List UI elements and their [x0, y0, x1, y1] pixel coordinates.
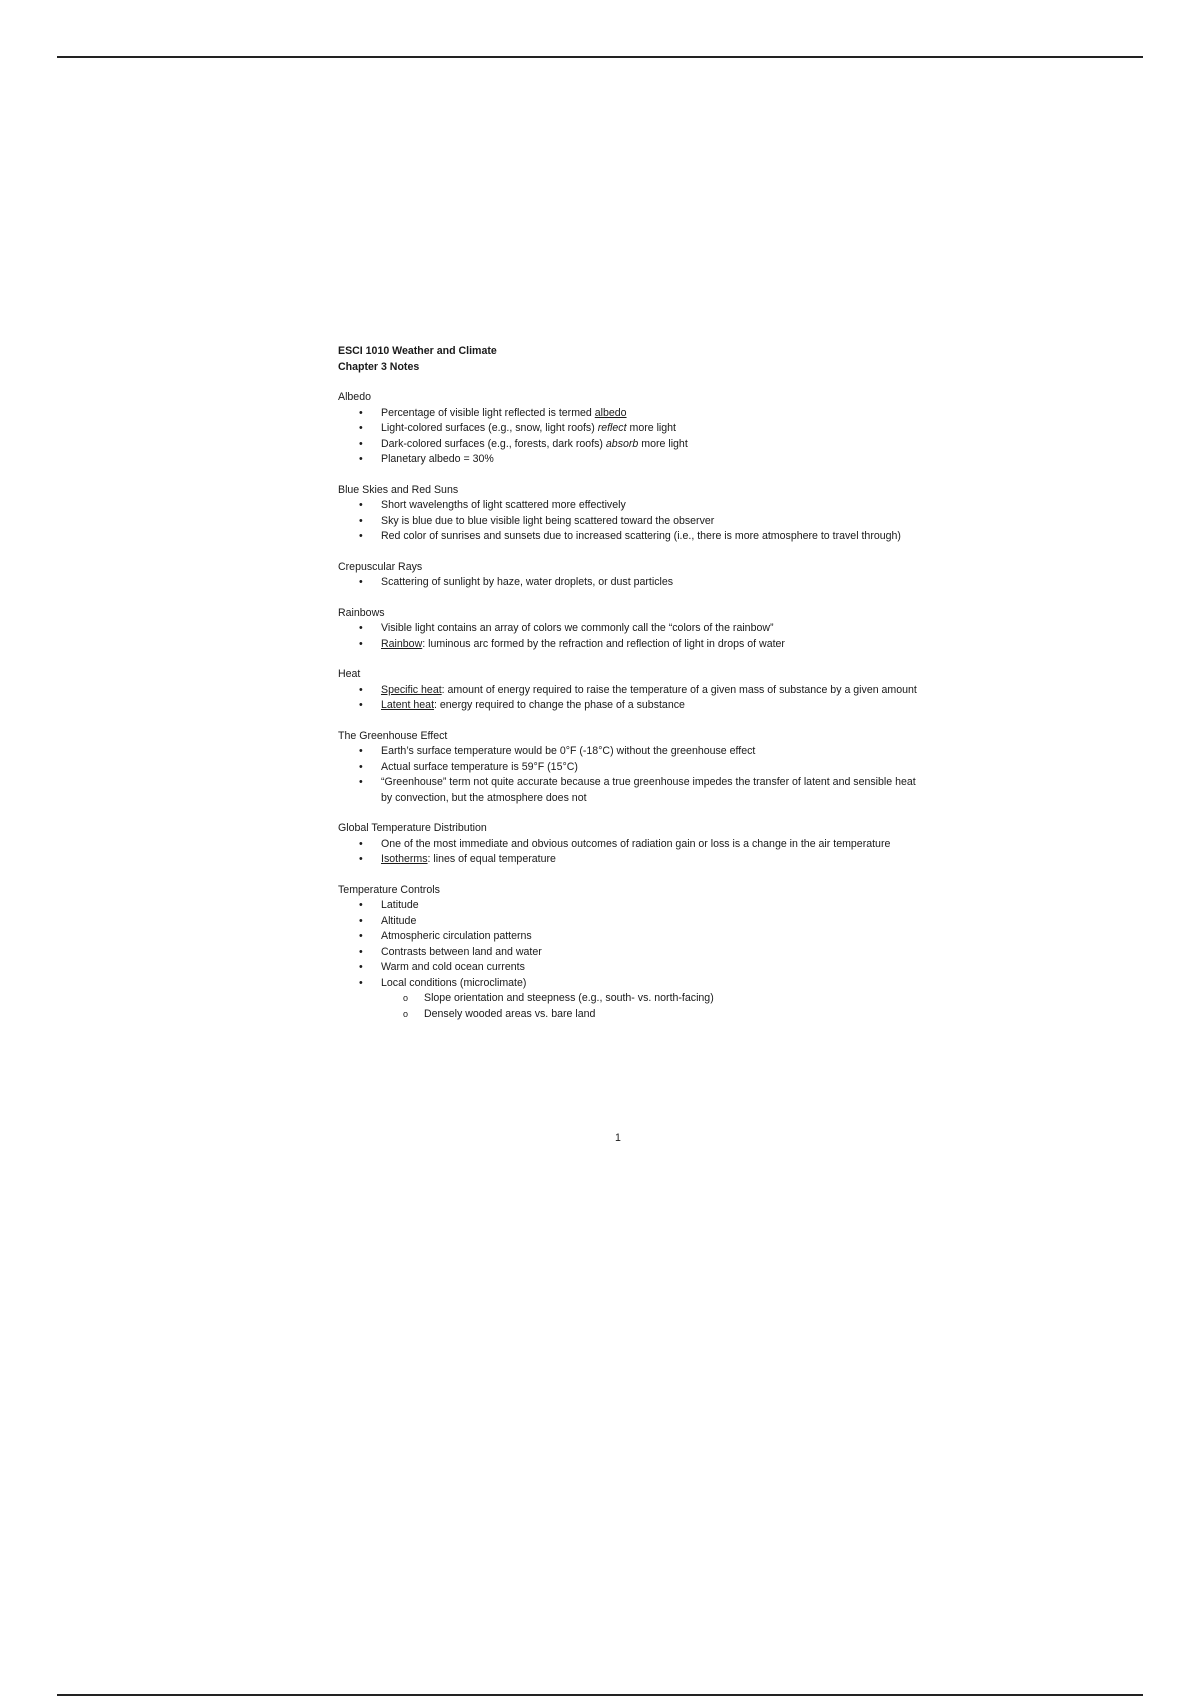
list-item: • Visible light contains an array of colors we commonly call the “colors of the rainbow”	[381, 621, 918, 637]
bullet-list	[338, 406, 918, 468]
section-rainbows	[338, 606, 918, 653]
course-title: ESCI 1010 Weather and Climate	[338, 345, 497, 357]
list-item: • Red color of sunrises and sunsets due to increased scattering (i.e., there is more atmosphere to travel through)	[381, 529, 918, 545]
item-text: Light-colored surfaces (e.g., snow, light roofs)	[381, 422, 598, 434]
item-text: Dark-colored surfaces (e.g., forests, dark roofs)	[381, 437, 606, 450]
section-heading: Blue Skies and Red Suns	[338, 483, 459, 496]
section-heading: Global Temperature Distribution	[338, 822, 487, 834]
list-item: • Scattering of sunlight by haze, water droplets, or dust particles	[381, 575, 918, 591]
page-number: 1	[615, 1132, 621, 1144]
term-latent-heat: Latent heat	[381, 699, 435, 711]
section-heading: Albedo	[338, 391, 371, 403]
list-item	[381, 637, 918, 653]
list-item: • One of the most immediate and obvious outcomes of radiation gain or loss is a change in the air temperature	[381, 837, 918, 853]
term-rainbow: Rainbow	[381, 637, 423, 650]
list-item	[381, 406, 918, 422]
section-blue-skies	[338, 483, 918, 545]
document-title	[338, 344, 918, 375]
section-heading: Rainbows	[338, 606, 385, 619]
item-text: more light	[626, 422, 677, 434]
document-page	[258, 252, 978, 1202]
emphasis-absorb: absorb	[605, 437, 639, 450]
list-item: • Planetary albedo = 30%	[381, 452, 918, 468]
term-specific-heat: Specific heat	[381, 683, 442, 696]
bullet-list	[338, 744, 918, 806]
list-item: • Actual surface temperature is 59°F (15°C)	[381, 760, 918, 776]
bullet-list	[338, 498, 918, 545]
list-item: • Sky is blue due to blue visible light being scattered toward the observer	[381, 514, 918, 530]
emphasis-reflect: reflect	[597, 422, 627, 434]
section-heading: Temperature Controls	[338, 883, 440, 896]
list-item: • Earth’s surface temperature would be 0°F (-18°C) without the greenhouse effect	[381, 744, 918, 760]
section-temperature-controls	[338, 883, 918, 1023]
list-item: • Contrasts between land and water	[381, 945, 918, 961]
list-item: • Latitude	[381, 898, 918, 914]
list-item: • Short wavelengths of light scattered more effectively	[381, 498, 918, 514]
bullet-list	[338, 575, 918, 591]
section-greenhouse-effect	[338, 729, 918, 807]
top-rule	[57, 56, 1143, 58]
item-text: more light	[638, 437, 688, 450]
item-text: Local conditions (microclimate)	[381, 976, 527, 989]
section-heading: The Greenhouse Effect	[338, 729, 448, 742]
section-heading: Crepuscular Rays	[338, 560, 423, 573]
item-text: : luminous arc formed by the refraction and reflection of light in drops of water	[422, 637, 785, 650]
item-text: : amount of energy required to raise the temperature of a given mass of substance by a given amount	[441, 683, 917, 696]
chapter-title: Chapter 3 Notes	[338, 360, 420, 373]
section-global-temperature	[338, 821, 918, 868]
bullet-list	[338, 898, 918, 1022]
bullet-list	[338, 621, 918, 652]
section-crepuscular-rays	[338, 560, 918, 591]
term-albedo: albedo	[594, 406, 627, 419]
sub-list-item: o Densely wooded areas vs. bare land	[424, 1007, 918, 1023]
sub-list-item: o Slope orientation and steepness (e.g., south- vs. north-facing)	[424, 991, 918, 1007]
item-text: Percentage of visible light reflected is termed	[381, 406, 595, 419]
section-heading: Heat	[338, 668, 361, 680]
item-text: : energy required to change the phase of a substance	[434, 699, 685, 711]
list-item	[381, 683, 918, 699]
bullet-list	[338, 683, 918, 714]
section-albedo	[338, 390, 918, 468]
item-text: : lines of equal temperature	[427, 853, 556, 865]
list-item: • Warm and cold ocean currents	[381, 960, 918, 976]
bottom-rule	[57, 1694, 1143, 1696]
list-item	[381, 421, 918, 437]
bullet-list	[338, 837, 918, 868]
list-item: • Altitude	[381, 914, 918, 930]
document-content	[338, 344, 918, 1022]
sub-list	[381, 991, 918, 1022]
section-heat	[338, 667, 918, 714]
list-item	[381, 976, 918, 1023]
list-item	[381, 698, 918, 714]
list-item: • “Greenhouse” term not quite accurate because a true greenhouse impedes the transfer of latent and sensible heat by convection, but the atmosphere does not	[381, 775, 918, 806]
list-item: • Atmospheric circulation patterns	[381, 929, 918, 945]
list-item	[381, 852, 918, 868]
term-isotherms: Isotherms	[381, 853, 428, 865]
list-item	[381, 437, 918, 453]
